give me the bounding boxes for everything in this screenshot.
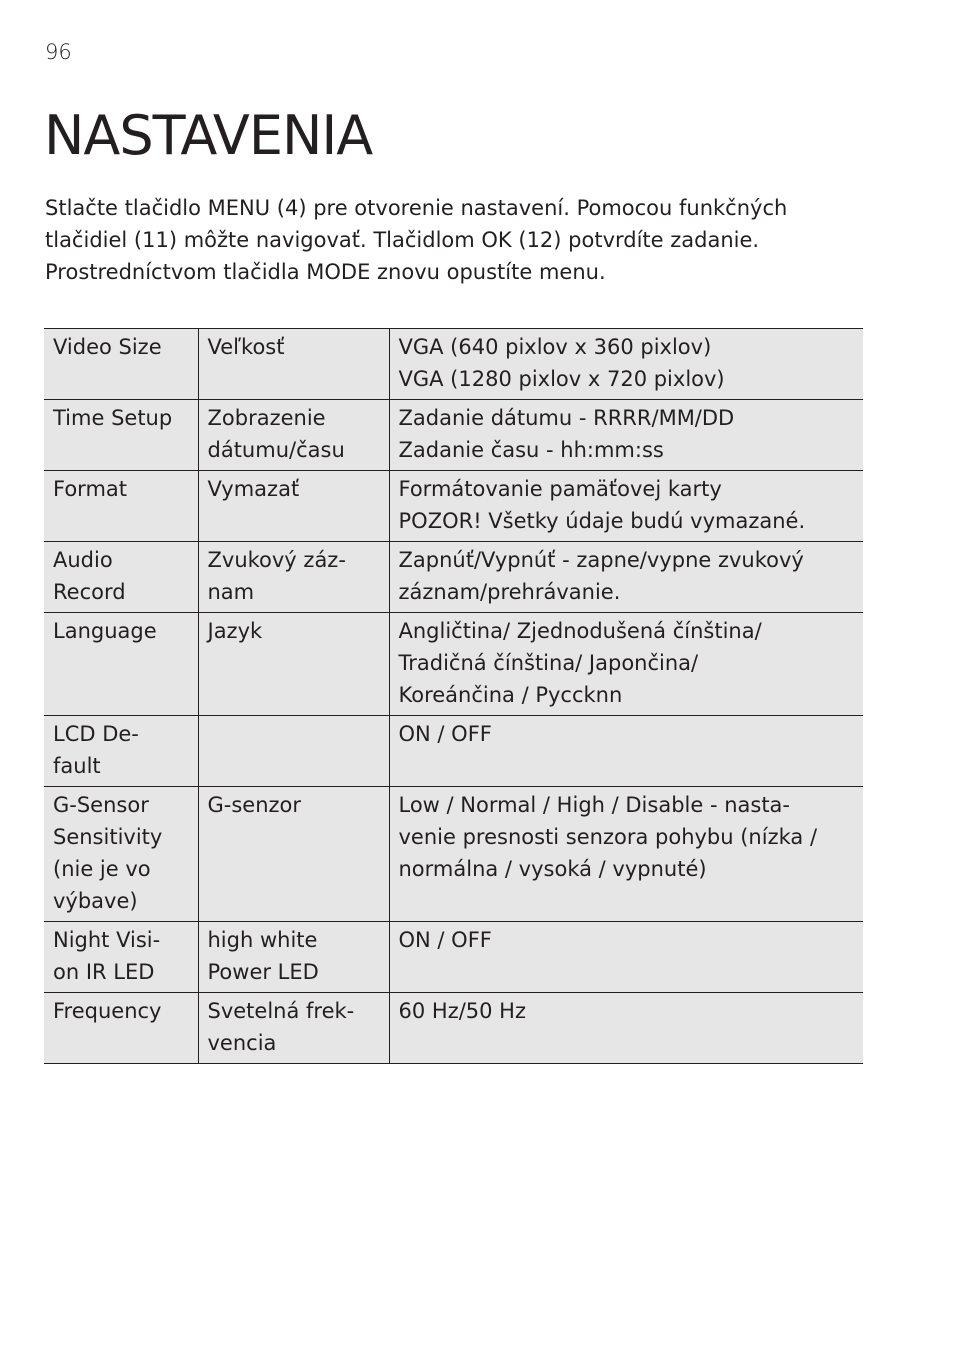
intro-line: Prostredníctvom tlačidla MODE znovu opustíte menu.: [45, 260, 606, 284]
setting-label-cell: [198, 542, 389, 613]
cell-text-line: nam: [207, 580, 255, 604]
setting-description-cell: [389, 993, 863, 1064]
cell-text-line: Low / Normal / High / Disable - nasta-: [398, 793, 791, 817]
table-row: [44, 993, 863, 1064]
cell-text-line: Video Size: [53, 335, 162, 359]
table-row: [44, 542, 863, 613]
cell-text-line: Zobrazenie: [207, 406, 326, 430]
intro-line: Stlačte tlačidlo MENU (4) pre otvorenie nastavení. Pomocou funkčných: [45, 196, 788, 220]
setting-label-cell: [198, 993, 389, 1064]
cell-text-line: Language: [53, 619, 157, 643]
cell-text-line: ON / OFF: [398, 928, 492, 952]
cell-text-line: VGA (640 pixlov x 360 pixlov): [398, 335, 712, 359]
settings-table-body: [44, 329, 863, 1064]
table-row: [44, 471, 863, 542]
cell-text-line: Zadanie dátumu - RRRR/MM/DD: [398, 406, 735, 430]
cell-text-line: Audio: [53, 548, 113, 572]
setting-name-cell: [44, 471, 198, 542]
setting-label-cell: [198, 400, 389, 471]
intro-paragraph: [45, 192, 875, 288]
cell-text-line: Night Visi-: [53, 928, 161, 952]
table-row: [44, 716, 863, 787]
setting-description-cell: [389, 471, 863, 542]
cell-text-line: POZOR! Všetky údaje budú vymazané.: [398, 509, 806, 533]
setting-name-cell: [44, 993, 198, 1064]
setting-label-cell: [198, 329, 389, 400]
intro-line: tlačidiel (11) môžte navigovať. Tlačidlom OK (12) potvrdíte zadanie.: [45, 228, 760, 252]
cell-text-line: Formátovanie pamäťovej karty: [398, 477, 722, 501]
setting-label-cell: [198, 716, 389, 787]
setting-label-cell: [198, 787, 389, 922]
setting-label-cell: [198, 613, 389, 716]
cell-text-line: G-Sensor: [53, 793, 149, 817]
setting-description-cell: [389, 542, 863, 613]
table-row: [44, 613, 863, 716]
cell-text-line: Zvukový záz-: [207, 548, 346, 572]
setting-name-cell: [44, 922, 198, 993]
cell-text-line: Zadanie času - hh:mm:ss: [398, 438, 664, 462]
cell-text-line: Angličtina/ Zjednodušená čínština/: [398, 619, 762, 643]
cell-text-line: Tradičná čínština/ Japončina/: [398, 651, 699, 675]
cell-text-line: Frequency: [53, 999, 162, 1023]
page-title: NASTAVENIA: [44, 104, 373, 167]
cell-text-line: Sensitivity: [53, 825, 163, 849]
cell-text-line: G-senzor: [207, 793, 302, 817]
cell-text-line: záznam/prehrávanie.: [398, 580, 621, 604]
cell-text-line: 60 Hz/50 Hz: [398, 999, 526, 1023]
cell-text-line: dátumu/času: [207, 438, 345, 462]
setting-name-cell: [44, 613, 198, 716]
setting-label-cell: [198, 471, 389, 542]
setting-description-cell: [389, 613, 863, 716]
setting-name-cell: [44, 787, 198, 922]
cell-text-line: Format: [53, 477, 128, 501]
cell-text-line: high white: [207, 928, 318, 952]
setting-description-cell: [389, 716, 863, 787]
table-row: [44, 787, 863, 922]
cell-text-line: vencia: [207, 1031, 277, 1055]
cell-text-line: výbave): [53, 889, 138, 913]
setting-name-cell: [44, 400, 198, 471]
setting-name-cell: [44, 329, 198, 400]
page-number: 96: [45, 40, 72, 64]
cell-text-line: fault: [53, 754, 101, 778]
cell-text-line: Zapnúť/Vypnúť - zapne/vypne zvukový: [398, 548, 804, 572]
cell-text-line: VGA (1280 pixlov x 720 pixlov): [398, 367, 725, 391]
table-row: [44, 329, 863, 400]
cell-text-line: Vymazať: [207, 477, 300, 501]
cell-text-line: Time Setup: [53, 406, 173, 430]
cell-text-line: Power LED: [207, 960, 319, 984]
setting-description-cell: [389, 922, 863, 993]
table-row: [44, 400, 863, 471]
cell-text-line: venie presnosti senzora pohybu (nízka /: [398, 825, 818, 849]
setting-description-cell: [389, 787, 863, 922]
cell-text-line: LCD De-: [53, 722, 139, 746]
setting-label-cell: [198, 922, 389, 993]
cell-text-line: (nie je vo: [53, 857, 151, 881]
setting-description-cell: [389, 329, 863, 400]
cell-text-line: Koreánčina / Pyccknn: [398, 683, 623, 707]
table-row: [44, 922, 863, 993]
cell-text-line: ON / OFF: [398, 722, 492, 746]
cell-text-line: Jazyk: [207, 619, 263, 643]
cell-text-line: normálna / vysoká / vypnuté): [398, 857, 707, 881]
setting-description-cell: [389, 400, 863, 471]
settings-table: [44, 328, 863, 1064]
setting-name-cell: [44, 542, 198, 613]
setting-name-cell: [44, 716, 198, 787]
cell-text-line: Veľkosť: [207, 335, 285, 359]
cell-text-line: Svetelná frek-: [207, 999, 355, 1023]
cell-text-line: on IR LED: [53, 960, 155, 984]
cell-text-line: Record: [53, 580, 126, 604]
